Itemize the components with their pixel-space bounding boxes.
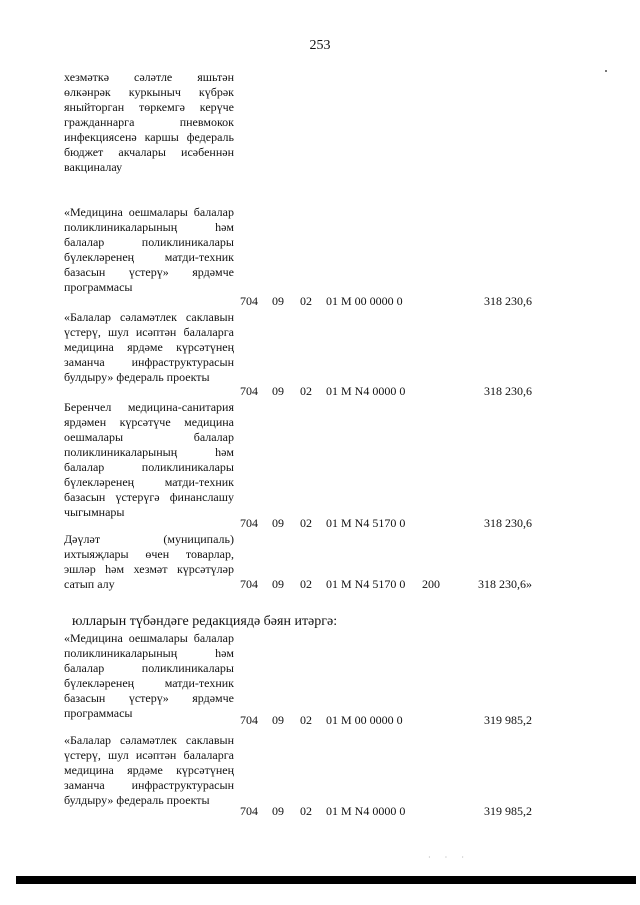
row-5-amount: 319 985,2 xyxy=(484,713,532,727)
row-3-code-1: 704 xyxy=(240,516,258,530)
row-6-code-2: 09 xyxy=(272,804,284,818)
row-2-code-2: 09 xyxy=(272,384,284,398)
row-2-text: «Балалар сәламәтлек саклавын үстерү, шул исәптән балаларга медицина ярдәме күрсәтүнең заманча инфраструктурасын булдыру» федераль проекты xyxy=(64,310,234,384)
row-5-code-1: 704 xyxy=(240,713,258,727)
scan-border xyxy=(16,876,636,884)
row-2-amount: 318 230,6 xyxy=(484,384,532,398)
row-6-code-3: 02 xyxy=(300,804,312,818)
row-5-code-3: 02 xyxy=(300,713,312,727)
row-4-amount: 318 230,6» xyxy=(478,577,532,591)
row-2-code-3: 02 xyxy=(300,384,312,398)
row-5-code-4: 01 М 00 0000 0 xyxy=(326,713,403,727)
row-6-amount: 319 985,2 xyxy=(484,804,532,818)
row-1-amount: 318 230,6 xyxy=(484,294,532,308)
row-4-text: Дәүләт (муниципаль) ихтыяҗлары өчен товарлар, эшләр һәм хезмәт күрсәтүләр сатып алу xyxy=(64,532,234,591)
intro-text: хезмәткә сәләтле яшьтән өлкәнрәк куркыныч күбрәк яныйторган төркемгә керүче гражданнарга пневмокок инфекциясенә каршы федераль бюджет акчалары исәбеннән вакциналау xyxy=(64,70,234,174)
row-3-amount: 318 230,6 xyxy=(484,516,532,530)
row-3-text: Беренчел медицина-санитария ярдәмен күрсәтүче медицина оешмалары балалар поликлиникаларының һәм балалар поликлиникалары бүлекләренең матди-техник базасын үстерүгә финанслашу чыгымнары xyxy=(64,400,234,519)
row-6-code-1: 704 xyxy=(240,804,258,818)
row-1-code-4: 01 М 00 0000 0 xyxy=(326,294,403,308)
row-2-code-4: 01 М N4 0000 0 xyxy=(326,384,406,398)
row-3-code-2: 09 xyxy=(272,516,284,530)
row-1-code-2: 09 xyxy=(272,294,284,308)
row-2-code-1: 704 xyxy=(240,384,258,398)
row-5-code-2: 09 xyxy=(272,713,284,727)
row-5-text: «Медицина оешмалары балалар поликлиникаларының һәм балалар поликлиникалары бүлекләренең матди-техник базасын үстерү» ярдәмче программасы xyxy=(64,631,234,720)
row-4-code-3: 02 xyxy=(300,577,312,591)
row-4-code-1: 704 xyxy=(240,577,258,591)
row-6-text: «Балалар сәламәтлек саклавын үстерү, шул исәптән балаларга медицина ярдәме күрсәтүнең заманча инфраструктурасын булдыру» федераль проекты xyxy=(64,733,234,807)
row-4-code-4: 01 М N4 5170 0 xyxy=(326,577,406,591)
edit-heading: юлларын түбәндәге редакциядә бәян итәргә: xyxy=(72,614,338,629)
row-1-code-3: 02 xyxy=(300,294,312,308)
scan-mark xyxy=(605,70,607,72)
row-6-code-4: 01 М N4 0000 0 xyxy=(326,804,406,818)
row-1-code-1: 704 xyxy=(240,294,258,308)
page-number: 253 xyxy=(309,38,331,53)
row-3-code-4: 01 М N4 5170 0 xyxy=(326,516,406,530)
row-4-code-2: 09 xyxy=(272,577,284,591)
row-4-code-5: 200 xyxy=(422,577,440,591)
scan-noise: · · · xyxy=(428,853,470,862)
row-3-code-3: 02 xyxy=(300,516,312,530)
row-1-text: «Медицина оешмалары балалар поликлиникаларының һәм балалар поликлиникалары бүлекләренең матди-техник базасын үстерү» ярдәмче программасы xyxy=(64,205,234,294)
